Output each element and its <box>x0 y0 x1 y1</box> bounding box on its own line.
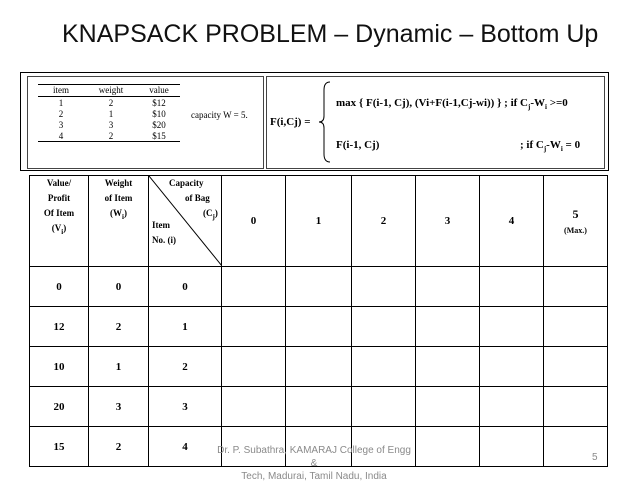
dp-cell <box>544 387 608 427</box>
capacity-col-3: 3 <box>416 176 480 267</box>
dp-cell <box>416 347 480 387</box>
recurrence-panel <box>266 76 605 169</box>
capacity-label-1: Capacity <box>169 178 204 188</box>
dp-row-weight: 1 <box>89 347 149 387</box>
items-row <box>38 119 180 130</box>
dp-cell <box>544 267 608 307</box>
dp-cell <box>286 267 352 307</box>
items-cell: 2 <box>58 108 64 119</box>
items-header-weight: weight <box>84 85 138 97</box>
dp-cell <box>222 387 286 427</box>
weight-line1: Weight <box>104 178 133 188</box>
value-line3: Of Item <box>43 208 75 218</box>
slide-footer <box>214 444 414 483</box>
recurrence-case-1 <box>336 97 568 111</box>
dp-row <box>30 267 608 307</box>
items-cell: $10 <box>152 108 166 119</box>
case2-cond: ; if C <box>520 139 544 151</box>
items-cell: 3 <box>108 119 114 130</box>
case1-sub-i: i <box>545 103 547 112</box>
dp-row-value: 15 <box>30 427 89 467</box>
capacity-col-1: 1 <box>286 176 352 267</box>
dp-row-item: 4 <box>149 427 222 467</box>
items-cell: 3 <box>58 119 64 130</box>
capacity-col-5 <box>544 176 608 267</box>
page-number: 5 <box>592 452 598 463</box>
dp-row <box>30 387 608 427</box>
dp-row-weight: 2 <box>89 307 149 347</box>
dp-row-value: 0 <box>30 267 89 307</box>
dp-row-weight: 2 <box>89 427 149 467</box>
case2-sub-j: j <box>543 145 547 154</box>
dp-cell <box>222 267 286 307</box>
dp-row-weight: 0 <box>89 267 149 307</box>
items-header-row <box>38 85 180 97</box>
value-line1: Value/ <box>46 178 72 188</box>
dp-row-item: 3 <box>149 387 222 427</box>
recurrence-case-2-condition <box>520 139 580 153</box>
case1-tail: >=0 <box>546 97 568 109</box>
dp-cell <box>416 307 480 347</box>
dp-cell <box>416 267 480 307</box>
case1-sub-j: j <box>528 103 531 112</box>
items-table <box>38 84 180 142</box>
case2-sub-i: i <box>560 145 563 154</box>
dp-cell <box>480 387 544 427</box>
items-cell: $12 <box>152 97 166 108</box>
dp-cell <box>222 347 286 387</box>
dp-row-weight: 3 <box>89 387 149 427</box>
dp-header-row <box>30 176 608 267</box>
dp-cell <box>480 307 544 347</box>
case1-mid: -W <box>530 97 546 109</box>
dp-row-item: 1 <box>149 307 222 347</box>
max-label: (Max.) <box>564 226 587 235</box>
dp-cell <box>352 387 416 427</box>
items-cell: $20 <box>152 119 166 130</box>
slide-title: KNAPSACK PROBLEM – Dynamic – Bottom Up <box>62 20 599 48</box>
left-brace-icon <box>318 80 334 164</box>
weight-line2: of Item <box>104 193 133 203</box>
dp-cell <box>222 307 286 347</box>
recurrence-lhs: F(i,Cj) = <box>270 116 311 128</box>
dp-cell <box>544 347 608 387</box>
dp-header-capacity-item <box>149 176 222 267</box>
dp-cell <box>352 307 416 347</box>
items-row <box>38 108 180 119</box>
value-line2: Profit <box>47 193 71 203</box>
dp-cell <box>286 387 352 427</box>
dp-row <box>30 347 608 387</box>
case2-mid: -W <box>546 139 561 151</box>
case1-expression: max { F(i-1, Cj), (Vi+F(i-1,Cj-wi)) } ; if C <box>336 97 529 109</box>
item-label-1: Item <box>152 220 170 230</box>
dp-cell <box>480 427 544 467</box>
items-cell: 2 <box>84 130 138 142</box>
dp-cell <box>352 347 416 387</box>
dp-row-value: 10 <box>30 347 89 387</box>
dp-cell <box>416 387 480 427</box>
dp-header-weight <box>89 176 149 267</box>
dp-header-value <box>30 176 89 267</box>
items-cell: $15 <box>138 130 180 142</box>
dp-cell <box>286 347 352 387</box>
dp-table <box>29 175 608 467</box>
capacity-col-0: 0 <box>222 176 286 267</box>
dp-row-value: 12 <box>30 307 89 347</box>
dp-cell <box>480 267 544 307</box>
items-row <box>38 97 180 109</box>
items-header-item: item <box>38 85 84 97</box>
recurrence-case-2: F(i-1, Cj) <box>336 139 380 151</box>
footer-line-1: Dr. P. Subathra, KAMARAJ College of Engg & <box>217 445 411 469</box>
dp-cell <box>352 267 416 307</box>
items-cell: 1 <box>58 97 64 108</box>
dp-row-value: 20 <box>30 387 89 427</box>
capacity-col-5-number: 5 <box>572 207 579 221</box>
case2-tail: = 0 <box>562 139 581 151</box>
dp-row-item: 2 <box>149 347 222 387</box>
item-label-2: No. (i) <box>152 235 176 245</box>
dp-row-item: 0 <box>149 267 222 307</box>
items-cell: 2 <box>108 97 114 108</box>
dp-cell <box>416 427 480 467</box>
footer-line-2: Tech, Madurai, Tamil Nadu, India <box>241 471 387 482</box>
items-cell: 1 <box>108 108 114 119</box>
capacity-symbol: $(C_j)$ <box>203 208 218 221</box>
dp-cell <box>544 307 608 347</box>
dp-cell <box>480 347 544 387</box>
capacity-label: capacity W = 5. <box>191 110 248 120</box>
items-cell: 4 <box>38 130 84 142</box>
capacity-col-2: 2 <box>352 176 416 267</box>
items-header-value: value <box>138 85 180 97</box>
weight-symbol: $(W_i)$ <box>110 208 127 221</box>
value-symbol: $(V_i)$ <box>51 223 67 236</box>
capacity-col-4: 4 <box>480 176 544 267</box>
capacity-label-2: of Bag <box>185 193 210 203</box>
dp-row <box>30 307 608 347</box>
dp-cell <box>286 307 352 347</box>
items-row <box>38 130 180 142</box>
